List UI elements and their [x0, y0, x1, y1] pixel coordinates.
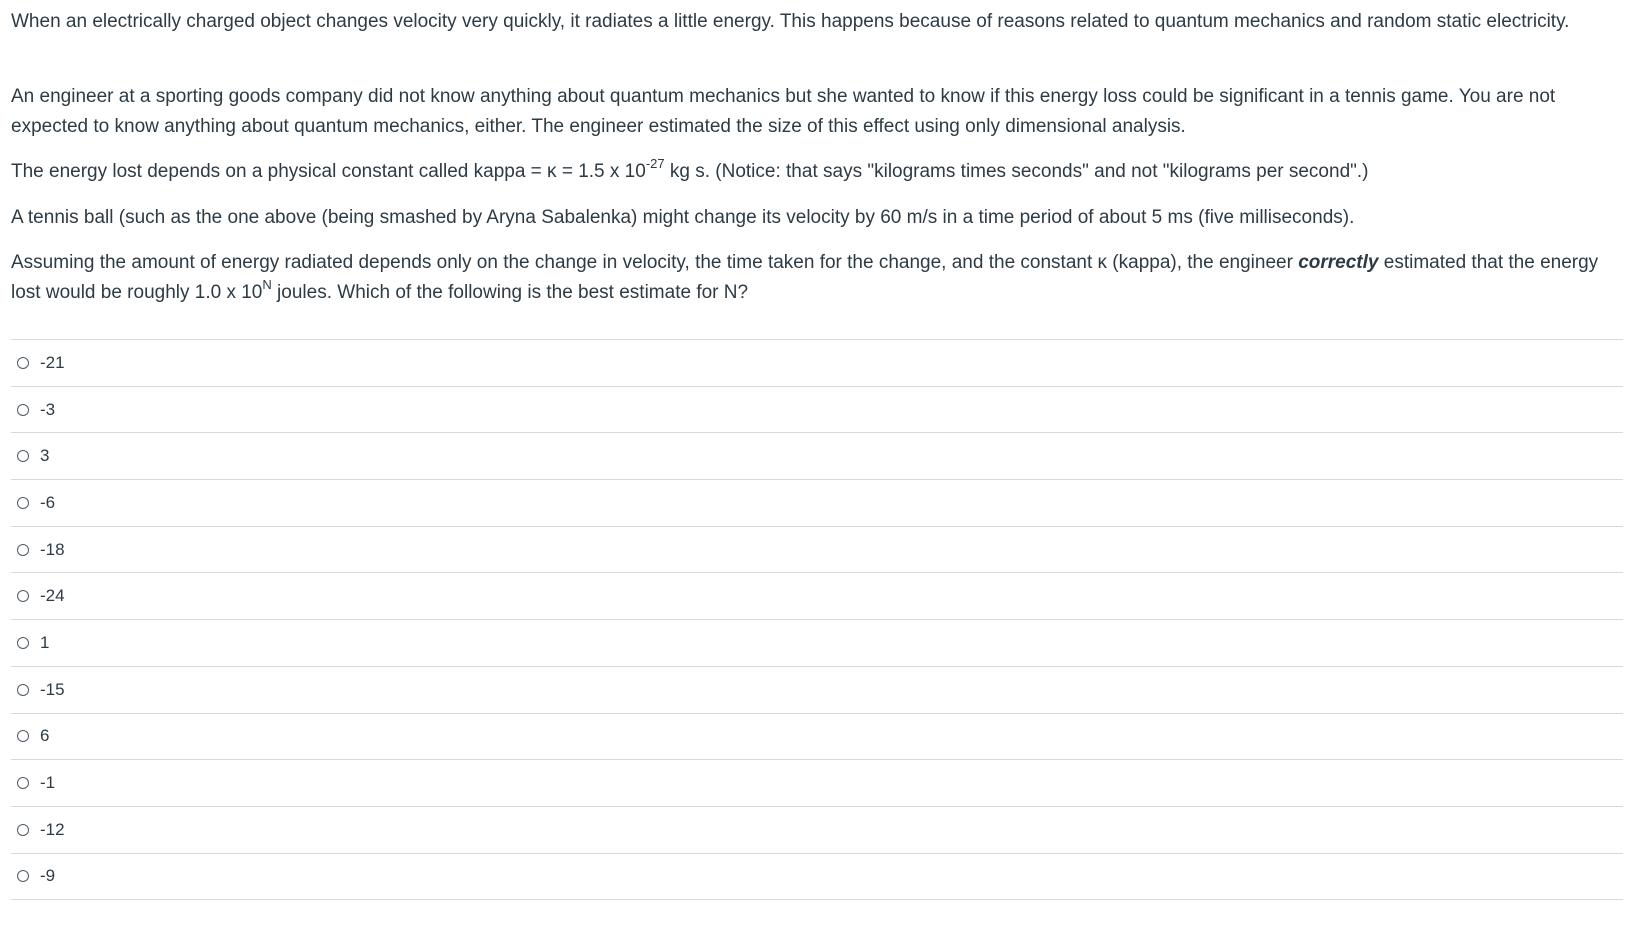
answer-option[interactable] [11, 620, 1623, 667]
answer-option[interactable] [11, 854, 1623, 901]
radio-button[interactable] [17, 497, 29, 509]
radio-button[interactable] [17, 404, 29, 416]
estimate-exponent: N [262, 276, 272, 292]
kappa-text: The energy lost depends on a physical constant called kappa = κ = 1.5 x 10 [11, 161, 646, 182]
answer-option[interactable] [11, 387, 1623, 434]
answer-option[interactable] [11, 573, 1623, 620]
answer-option[interactable] [11, 667, 1623, 714]
answer-label: 1 [40, 632, 50, 652]
answer-label: 3 [40, 446, 50, 466]
answer-option[interactable] [11, 480, 1623, 527]
answer-label: -3 [40, 399, 56, 419]
radio-button[interactable] [17, 637, 29, 649]
assumption-text: Assuming the amount of energy radiated depends only on the change in velocity, the time taken for the change, and the constant κ (kappa), the engineer [11, 252, 1299, 273]
answer-option[interactable] [11, 433, 1623, 480]
kappa-exponent: -27 [645, 155, 665, 171]
answer-option[interactable] [11, 340, 1623, 387]
answer-label: -1 [40, 773, 56, 793]
answer-list [11, 339, 1623, 900]
estimate-text: estimated that the energy lost would be roughly 1.0 x 10 [11, 252, 1599, 303]
answer-label: -15 [40, 679, 65, 699]
emphasis-correctly: correctly [1298, 252, 1379, 273]
radio-button[interactable] [17, 450, 29, 462]
radio-button[interactable] [17, 357, 29, 369]
radio-button[interactable] [17, 824, 29, 836]
question-paragraph-1: When an electrically charged object changes velocity very quickly, it radiates a little energy. This happens because of reasons related to quantum mechanics and random static electricity. [11, 11, 1570, 32]
radio-button[interactable] [17, 544, 29, 556]
answer-label: -6 [40, 492, 56, 512]
question-paragraph-4: A tennis ball (such as the one above (being smashed by Aryna Sabalenka) might change its velocity by 60 m/s in a time period of about 5 ms (five milliseconds). [11, 207, 1355, 228]
answer-option[interactable] [11, 714, 1623, 761]
answer-label: -12 [40, 819, 65, 839]
radio-button[interactable] [17, 684, 29, 696]
radio-button[interactable] [17, 730, 29, 742]
answer-label: -18 [40, 539, 65, 559]
answer-option[interactable] [11, 760, 1623, 807]
question-prompt: joules. Which of the following is the best estimate for N? [271, 282, 749, 303]
answer-option[interactable] [11, 807, 1623, 854]
answer-label: -21 [40, 352, 65, 372]
kappa-units-text: kg s. (Notice: that says "kilograms times seconds" and not "kilograms per second".) [664, 161, 1369, 182]
answer-label: 6 [40, 726, 50, 746]
answer-label: -9 [40, 866, 56, 886]
answer-label: -24 [40, 586, 65, 606]
question-paragraph-3 [11, 157, 1623, 187]
answer-option[interactable] [11, 527, 1623, 574]
question-paragraph-2: An engineer at a sporting goods company did not know anything about quantum mechanics but she wanted to know if this energy loss could be significant in a tennis game. You are not expected to know anything about quantum mechanics, either. The engineer estimated the size of this effect using only dimensional analysis. [11, 86, 1556, 137]
question-paragraph-5 [11, 248, 1623, 308]
radio-button[interactable] [17, 777, 29, 789]
radio-button[interactable] [17, 590, 29, 602]
radio-button[interactable] [17, 870, 29, 882]
